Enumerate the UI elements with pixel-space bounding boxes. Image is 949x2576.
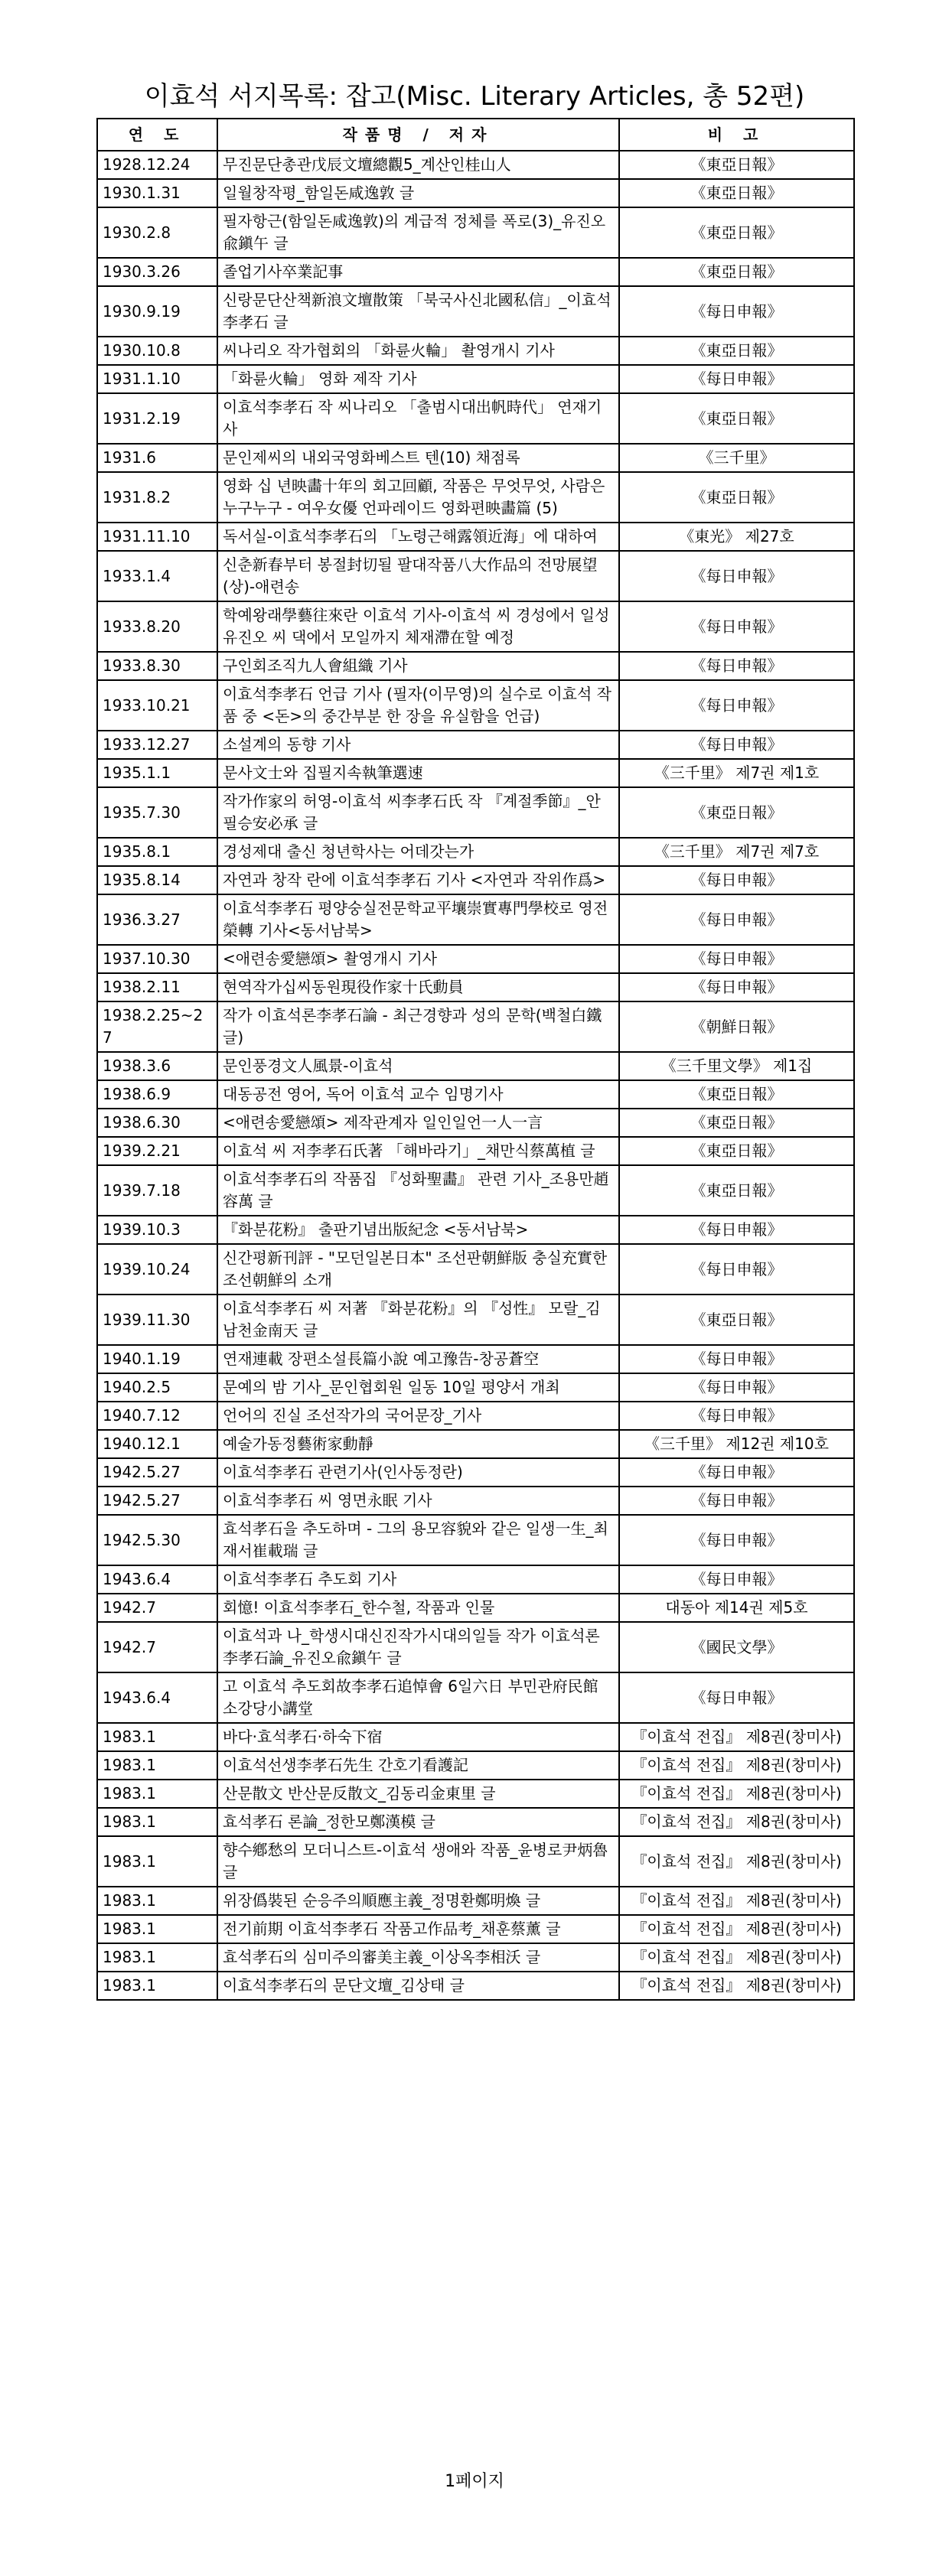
table-row: [97, 1402, 854, 1430]
row-date: 1939.10.24: [97, 1244, 217, 1295]
table-row: [97, 1808, 854, 1836]
row-note: 《東亞日報》: [619, 1295, 854, 1345]
row-note: 《東亞日報》: [619, 1137, 854, 1165]
row-note: 《每日申報》: [619, 731, 854, 759]
row-date: 1930.9.19: [97, 286, 217, 337]
row-date: 1933.8.30: [97, 652, 217, 680]
row-date: 1943.6.4: [97, 1672, 217, 1723]
row-date: 1942.5.27: [97, 1487, 217, 1515]
table-row: [97, 1887, 854, 1915]
table-row: [97, 1458, 854, 1487]
row-note: 《朝鮮日報》: [619, 1001, 854, 1052]
row-title-author: 전기前期 이효석李孝石 작품고作品考_채훈蔡薰 글: [217, 1915, 619, 1943]
row-note: 《東亞日報》: [619, 1080, 854, 1109]
row-note: 《每日申報》: [619, 1244, 854, 1295]
row-date: 1933.10.21: [97, 680, 217, 731]
table-row: [97, 365, 854, 393]
row-title-author: 예술가동정藝術家動靜: [217, 1430, 619, 1458]
row-title-author: 회憶! 이효석李孝石_한수철, 작품과 인물: [217, 1594, 619, 1622]
table-row: [97, 866, 854, 894]
table-row: [97, 1780, 854, 1808]
row-title-author: 바다·효석孝石·하숙下宿: [217, 1723, 619, 1751]
row-title-author: 이효석과 나_학생시대신진작가시대의일들 작가 이효석론李孝石論_유진오兪鎭午 글: [217, 1622, 619, 1672]
page-title: 이효석 서지목록: 잡고(Misc. Literary Articles, 총 52편): [144, 81, 805, 112]
bibliography-table: [96, 118, 855, 2001]
row-title-author: 이효석李孝石 추도회 기사: [217, 1565, 619, 1594]
row-note: 『이효석 전집』 제8권(창미사): [619, 1780, 854, 1808]
row-note: 『이효석 전집』 제8권(창미사): [619, 1943, 854, 1972]
row-date: 1940.2.5: [97, 1373, 217, 1402]
row-note: 《東亞日報》: [619, 337, 854, 365]
row-date: 1935.8.1: [97, 838, 217, 866]
table-row: [97, 652, 854, 680]
row-note: 《每日申報》: [619, 551, 854, 601]
row-date: 1940.12.1: [97, 1430, 217, 1458]
row-title-author: 신랑문단산책新浪文壇散策 「북국사신北國私信」_이효석李孝石 글: [217, 286, 619, 337]
table-header-row: [97, 119, 854, 151]
table-row: [97, 1972, 854, 2000]
row-date: 1939.2.21: [97, 1137, 217, 1165]
row-title-author: 연재連載 장편소설長篇小說 예고豫告-창공蒼空: [217, 1345, 619, 1373]
header-title-author: 작품명 / 저자: [217, 119, 619, 151]
row-date: 1933.8.20: [97, 601, 217, 652]
row-note: 《每日申報》: [619, 1373, 854, 1402]
row-note: 《每日申報》: [619, 1515, 854, 1565]
row-date: 1938.2.25~27: [97, 1001, 217, 1052]
row-note: 《東亞日報》: [619, 179, 854, 207]
row-note: 《每日申報》: [619, 680, 854, 731]
row-date: 1983.1: [97, 1723, 217, 1751]
table-row: [97, 1080, 854, 1109]
row-note: 《東亞日報》: [619, 1165, 854, 1216]
row-title-author: 위장僞裝된 순응주의順應主義_정명환鄭明煥 글: [217, 1887, 619, 1915]
row-note: 《每日申報》: [619, 286, 854, 337]
table-row: [97, 1165, 854, 1216]
table-row: [97, 151, 854, 179]
row-note: 《每日申報》: [619, 973, 854, 1001]
row-note: 『이효석 전집』 제8권(창미사): [619, 1887, 854, 1915]
row-title-author: 작가 이효석론李孝石論 - 최근경향과 성의 문학(백철白鐵 글): [217, 1001, 619, 1052]
row-date: 1930.1.31: [97, 179, 217, 207]
row-date: 1942.7: [97, 1622, 217, 1672]
table-row: [97, 1515, 854, 1565]
table-row: [97, 551, 854, 601]
table-row: [97, 472, 854, 523]
table-row: [97, 1943, 854, 1972]
row-date: 1930.10.8: [97, 337, 217, 365]
table-row: [97, 1137, 854, 1165]
row-note: 《每日申報》: [619, 1458, 854, 1487]
row-title-author: 소설계의 동향 기사: [217, 731, 619, 759]
table-row: [97, 523, 854, 551]
row-title-author: 독서실-이효석李孝石의 「노령근해露領近海」에 대하여: [217, 523, 619, 551]
row-date: 1983.1: [97, 1780, 217, 1808]
row-title-author: 문예의 밤 기사_문인협회원 일동 10일 평양서 개최: [217, 1373, 619, 1402]
row-date: 1939.10.3: [97, 1216, 217, 1244]
row-note: 《每日申報》: [619, 1565, 854, 1594]
row-title-author: 작가作家의 허영-이효석 씨李孝石氏 작 『계절季節』_안필승安必承 글: [217, 787, 619, 838]
table-row: [97, 1915, 854, 1943]
table-row: [97, 337, 854, 365]
row-date: 1942.5.30: [97, 1515, 217, 1565]
table-row: [97, 444, 854, 472]
row-note: 《三千里文學》 제1집: [619, 1052, 854, 1080]
table-row: [97, 1594, 854, 1622]
row-date: 1939.11.30: [97, 1295, 217, 1345]
table-row: [97, 1836, 854, 1887]
table-row: [97, 1751, 854, 1780]
row-title-author: 신춘新春부터 봉절封切될 팔대작품八大作品의 전망展望(상)-애련송: [217, 551, 619, 601]
row-note: 《每日申報》: [619, 1672, 854, 1723]
row-note: 대동아 제14권 제5호: [619, 1594, 854, 1622]
row-note: 《每日申報》: [619, 1345, 854, 1373]
row-note: 《每日申報》: [619, 1487, 854, 1515]
row-date: 1930.2.8: [97, 207, 217, 258]
row-title-author: 이효석李孝石 씨 저著 『화분花粉』의 『성性』 모랄_김남천金南天 글: [217, 1295, 619, 1345]
table-row: [97, 1672, 854, 1723]
row-title-author: 이효석李孝石 관련기사(인사동정란): [217, 1458, 619, 1487]
row-note: 《東亞日報》: [619, 258, 854, 286]
table-row: [97, 680, 854, 731]
row-title-author: 대동공전 영어, 독어 이효석 교수 임명기사: [217, 1080, 619, 1109]
table-row: [97, 894, 854, 945]
row-note: 《每日申報》: [619, 1402, 854, 1430]
row-date: 1983.1: [97, 1943, 217, 1972]
row-title-author: 이효석선생李孝石先生 간호기看護記: [217, 1751, 619, 1780]
table-row: [97, 1109, 854, 1137]
row-note: 《每日申報》: [619, 866, 854, 894]
row-title-author: 씨나리오 작가협회의 「화륜火輪」 촬영개시 기사: [217, 337, 619, 365]
row-date: 1983.1: [97, 1836, 217, 1887]
row-title-author: 구인회조직九人會組織 기사: [217, 652, 619, 680]
row-date: 1942.5.27: [97, 1458, 217, 1487]
table-row: [97, 1622, 854, 1672]
row-note: 『이효석 전집』 제8권(창미사): [619, 1723, 854, 1751]
table-row: [97, 393, 854, 444]
table-row: [97, 1487, 854, 1515]
row-title-author: 필자항근(함일돈咸逸敦)의 계급적 정체를 폭로(3)_유진오兪鎭午 글: [217, 207, 619, 258]
table-row: [97, 1430, 854, 1458]
row-title-author: 현역작가십씨동원現役作家十氏動員: [217, 973, 619, 1001]
row-title-author: 자연과 창작 란에 이효석李孝石 기사 <자연과 작위作爲>: [217, 866, 619, 894]
row-date: 1937.10.30: [97, 945, 217, 973]
row-title-author: 이효석李孝石 씨 영면永眠 기사: [217, 1487, 619, 1515]
row-title-author: 산문散文 반산문反散文_김동리金東里 글: [217, 1780, 619, 1808]
row-note: 《三千里》 제7권 제7호: [619, 838, 854, 866]
row-note: 《東亞日報》: [619, 1109, 854, 1137]
row-date: 1983.1: [97, 1915, 217, 1943]
row-date: 1938.6.9: [97, 1080, 217, 1109]
row-date: 1940.7.12: [97, 1402, 217, 1430]
row-title-author: 고 이효석 추도회故李孝石追悼會 6일六日 부민관府民館 소강당小講堂: [217, 1672, 619, 1723]
row-title-author: <애련송愛戀頌> 제작관계자 일인일언一人一言: [217, 1109, 619, 1137]
row-title-author: 무진문단총관戊辰文壇總觀5_계산인桂山人: [217, 151, 619, 179]
row-date: 1928.12.24: [97, 151, 217, 179]
row-title-author: 이효석李孝石의 문단文壇_김상태 글: [217, 1972, 619, 2000]
table-row: [97, 1001, 854, 1052]
row-date: 1983.1: [97, 1887, 217, 1915]
row-note: 『이효석 전집』 제8권(창미사): [619, 1836, 854, 1887]
row-date: 1936.3.27: [97, 894, 217, 945]
row-title-author: 일월창작평_함일돈咸逸敦 글: [217, 179, 619, 207]
table-row: [97, 1216, 854, 1244]
table-row: [97, 759, 854, 787]
row-title-author: 문사文士와 집필지속執筆選速: [217, 759, 619, 787]
row-date: 1933.1.4: [97, 551, 217, 601]
table-row: [97, 1052, 854, 1080]
row-note: 《三千里》 제7권 제1호: [619, 759, 854, 787]
row-note: 《每日申報》: [619, 652, 854, 680]
row-date: 1931.2.19: [97, 393, 217, 444]
row-note: 《東亞日報》: [619, 472, 854, 523]
row-title-author: 이효석李孝石 평양숭실전문학교平壤崇實專門學校로 영전榮轉 기사<동서남북>: [217, 894, 619, 945]
row-date: 1938.6.30: [97, 1109, 217, 1137]
table-body: [97, 151, 854, 2000]
page-number: 1페이지: [445, 2472, 504, 2491]
row-date: 1935.1.1: [97, 759, 217, 787]
row-title-author: 신간평新刊評 - "모던일본日本" 조선판朝鮮版 충실充實한 조선朝鮮의 소개: [217, 1244, 619, 1295]
row-title-author: 이효석李孝石 작 씨나리오 「출범시대出帆時代」 연재기사: [217, 393, 619, 444]
row-date: 1931.11.10: [97, 523, 217, 551]
row-date: 1983.1: [97, 1972, 217, 2000]
row-date: 1939.7.18: [97, 1165, 217, 1216]
row-title-author: 효석孝石을 추도하며 - 그의 용모容貌와 같은 일생一生_최재서崔載瑞 글: [217, 1515, 619, 1565]
table-row: [97, 1244, 854, 1295]
table-row: [97, 1565, 854, 1594]
row-date: 1933.12.27: [97, 731, 217, 759]
row-note: 《三千里》: [619, 444, 854, 472]
table-row: [97, 838, 854, 866]
row-date: 1938.3.6: [97, 1052, 217, 1080]
row-date: 1931.1.10: [97, 365, 217, 393]
row-title-author: 『화분花粉』 출판기념出版紀念 <동서남북>: [217, 1216, 619, 1244]
row-title-author: 졸업기사卒業記事: [217, 258, 619, 286]
row-date: 1983.1: [97, 1808, 217, 1836]
table-row: [97, 286, 854, 337]
row-note: 《東亞日報》: [619, 787, 854, 838]
row-date: 1931.8.2: [97, 472, 217, 523]
row-title-author: 이효석 씨 저李孝石氏著 「해바라기」_채만식蔡萬植 글: [217, 1137, 619, 1165]
row-title-author: 이효석李孝石 언급 기사 (필자(이무영)의 실수로 이효석 작품 중 <돈>의 중간부분 한 장을 유실함을 언급): [217, 680, 619, 731]
row-title-author: <애련송愛戀頌> 촬영개시 기사: [217, 945, 619, 973]
row-title-author: 효석孝石 론論_정한모鄭漢模 글: [217, 1808, 619, 1836]
row-note: 《國民文學》: [619, 1622, 854, 1672]
row-title-author: 영화 십 년映畵十年의 회고回顧, 작품은 무엇무엇, 사람은 누구누구 - 여우女優 언파레이드 영화편映畵篇 (5): [217, 472, 619, 523]
row-title-author: 경성제대 출신 청년학사는 어데갓는가: [217, 838, 619, 866]
row-date: 1938.2.11: [97, 973, 217, 1001]
header-year: 연 도: [97, 119, 217, 151]
row-date: 1940.1.19: [97, 1345, 217, 1373]
row-note: 《東光》 제27호: [619, 523, 854, 551]
row-note: 『이효석 전집』 제8권(창미사): [619, 1915, 854, 1943]
table-row: [97, 945, 854, 973]
row-date: 1943.6.4: [97, 1565, 217, 1594]
row-note: 《東亞日報》: [619, 151, 854, 179]
table-row: [97, 731, 854, 759]
table-row: [97, 207, 854, 258]
row-note: 《每日申報》: [619, 365, 854, 393]
row-title-author: 효석孝石의 심미주의審美主義_이상옥李相沃 글: [217, 1943, 619, 1972]
table-row: [97, 1373, 854, 1402]
row-note: 《東亞日報》: [619, 393, 854, 444]
row-title-author: 향수鄕愁의 모더니스트-이효석 생애와 작품_윤병로尹炳魯 글: [217, 1836, 619, 1887]
table-row: [97, 787, 854, 838]
row-date: 1931.6: [97, 444, 217, 472]
row-note: 『이효석 전집』 제8권(창미사): [619, 1972, 854, 2000]
row-note: 《每日申報》: [619, 894, 854, 945]
row-date: 1983.1: [97, 1751, 217, 1780]
row-date: 1935.8.14: [97, 866, 217, 894]
row-note: 《三千里》 제12권 제10호: [619, 1430, 854, 1458]
row-note: 《每日申報》: [619, 945, 854, 973]
row-title-author: 이효석李孝石의 작품집 『성화聖畵』 관련 기사_조용만趙容萬 글: [217, 1165, 619, 1216]
row-date: 1942.7: [97, 1594, 217, 1622]
row-note: 『이효석 전집』 제8권(창미사): [619, 1808, 854, 1836]
header-note: 비 고: [619, 119, 854, 151]
table-row: [97, 1345, 854, 1373]
table-row: [97, 1295, 854, 1345]
table-row: [97, 973, 854, 1001]
row-date: 1930.3.26: [97, 258, 217, 286]
table-row: [97, 1723, 854, 1751]
row-title-author: 언어의 진실 조선작가의 국어문장_기사: [217, 1402, 619, 1430]
table-row: [97, 179, 854, 207]
row-note: 《每日申報》: [619, 601, 854, 652]
row-note: 《每日申報》: [619, 1216, 854, 1244]
row-title-author: 「화륜火輪」 영화 제작 기사: [217, 365, 619, 393]
row-date: 1935.7.30: [97, 787, 217, 838]
row-note: 『이효석 전집』 제8권(창미사): [619, 1751, 854, 1780]
row-title-author: 학예왕래學藝往來란 이효석 기사-이효석 씨 경성에서 일성 유진오 씨 댁에서 모일까지 체재滯在할 예정: [217, 601, 619, 652]
row-title-author: 문인풍경文人風景-이효석: [217, 1052, 619, 1080]
table-row: [97, 601, 854, 652]
row-title-author: 문인제씨의 내외국영화베스트 텐(10) 채점록: [217, 444, 619, 472]
row-note: 《東亞日報》: [619, 207, 854, 258]
table-row: [97, 258, 854, 286]
